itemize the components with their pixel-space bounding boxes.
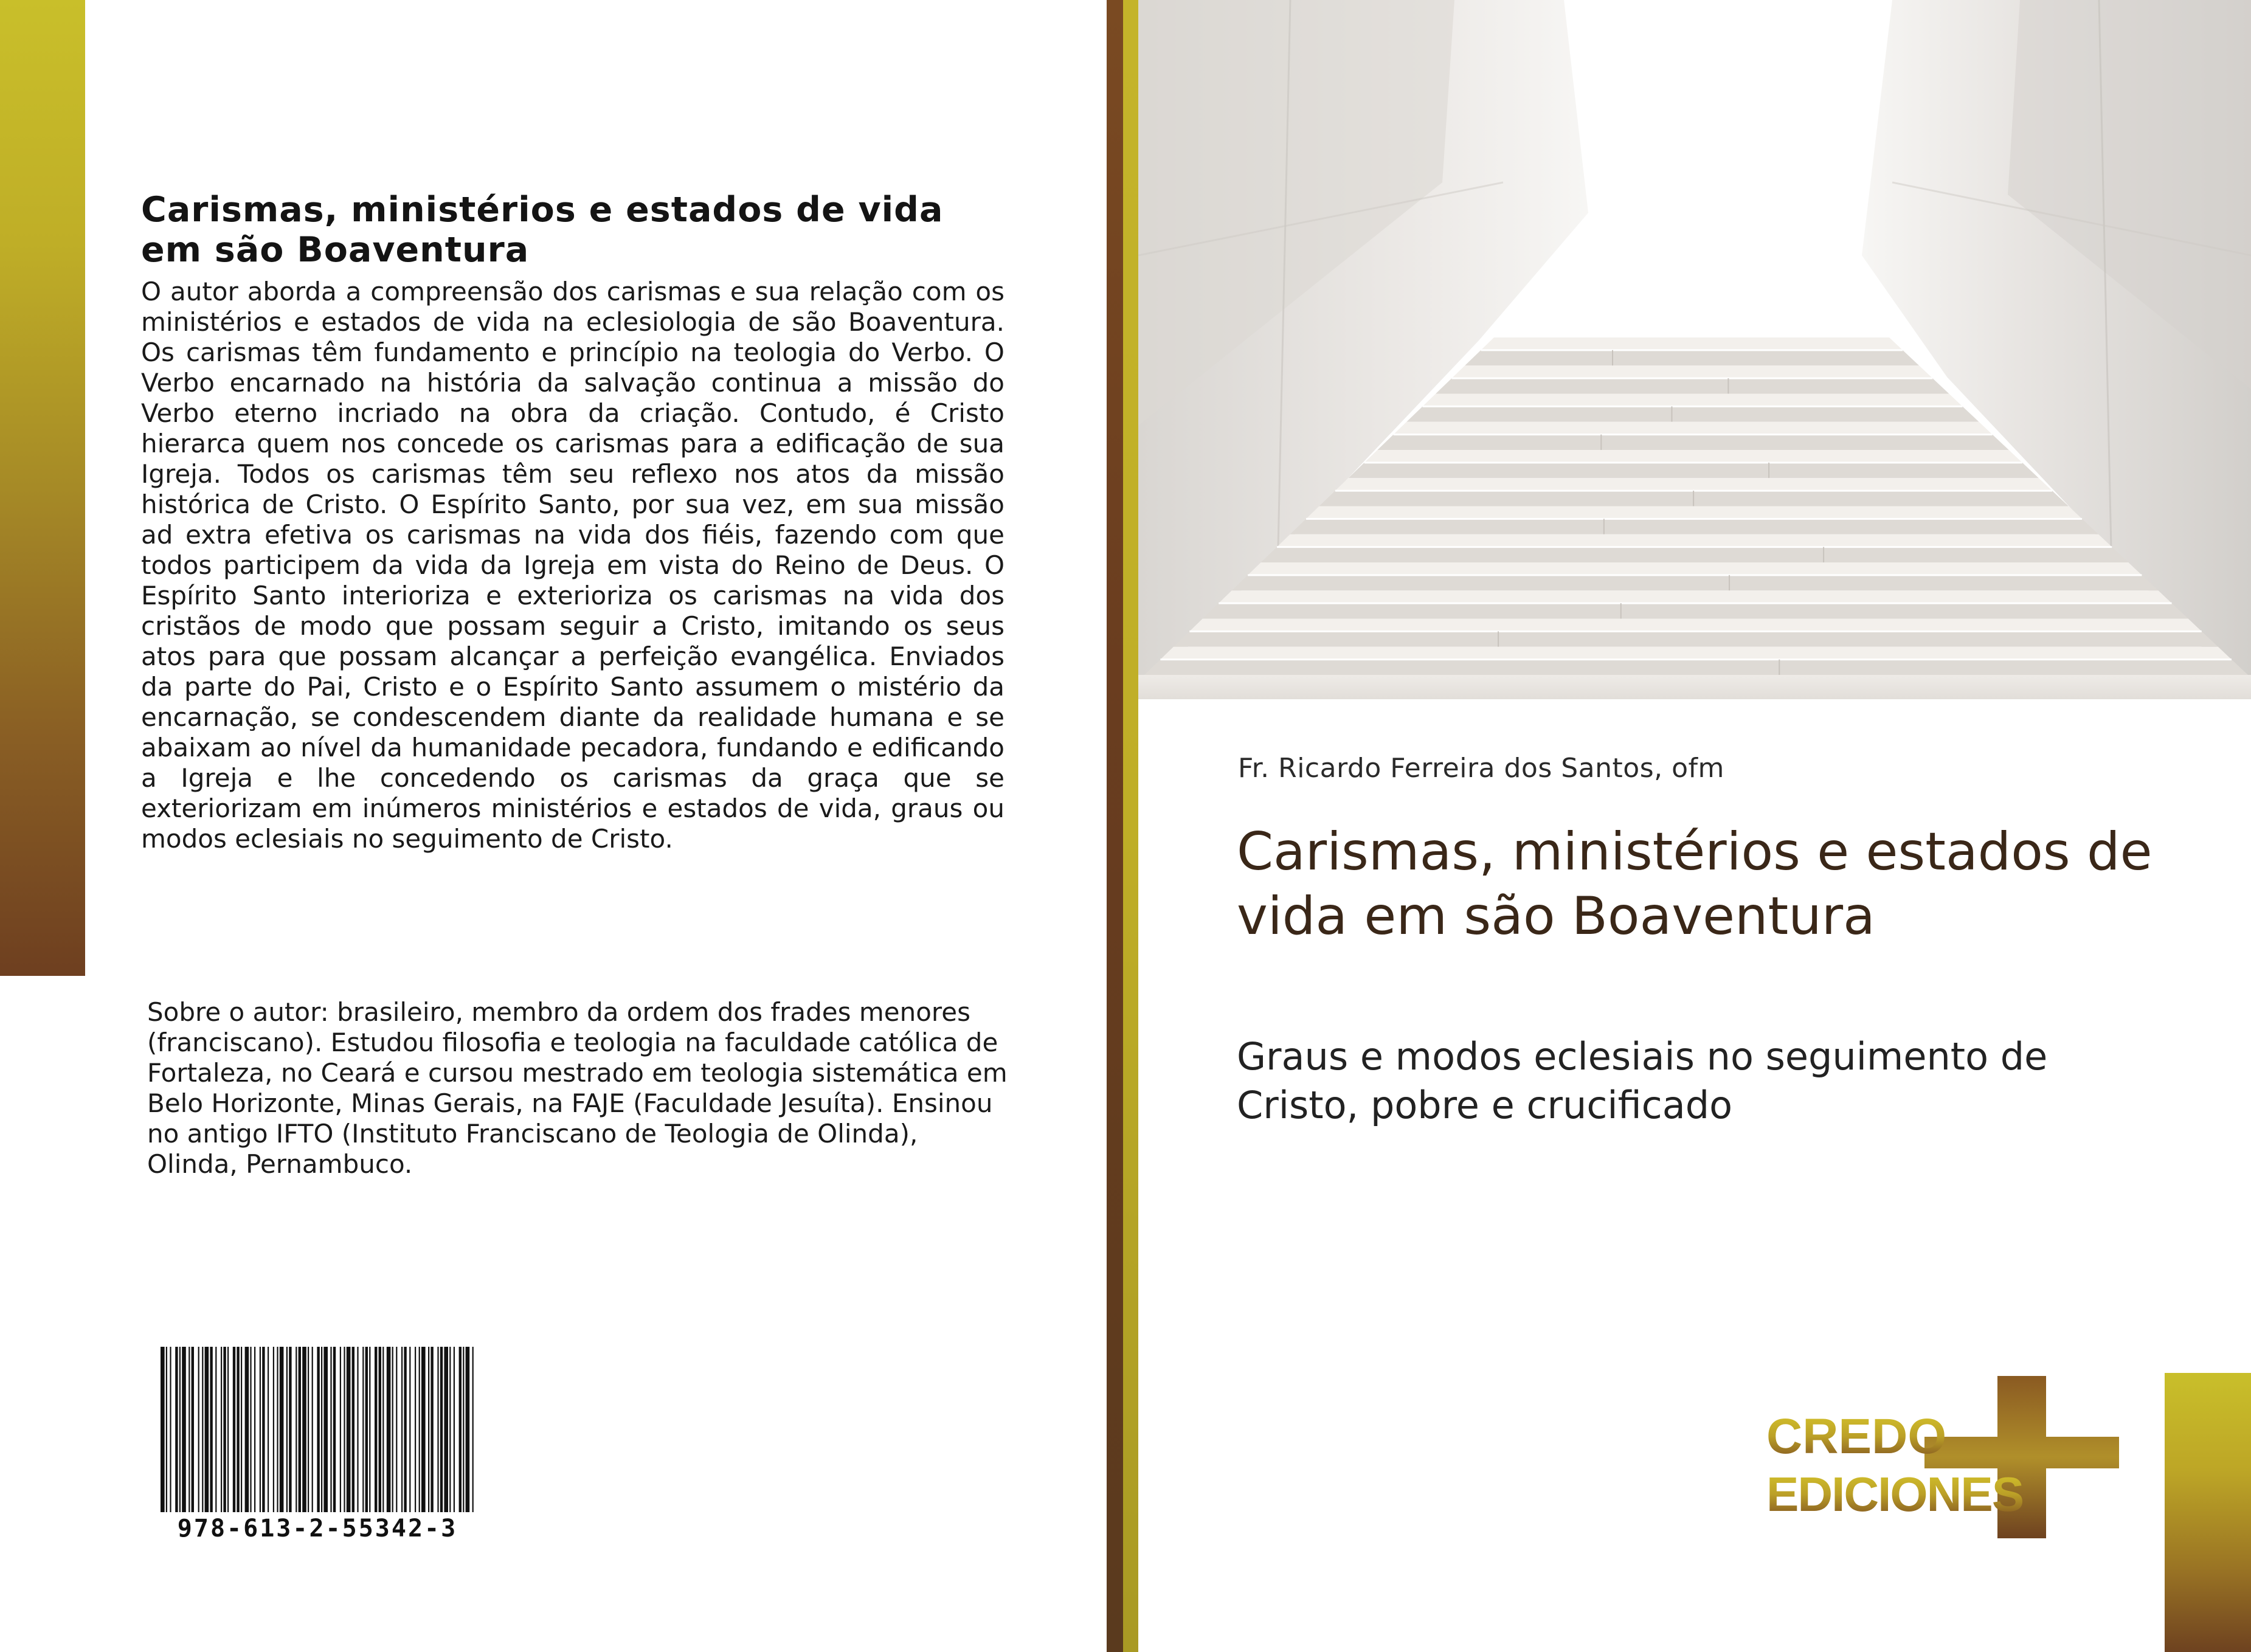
logo-text-ediciones: EDICIONES	[1766, 1467, 2024, 1521]
barcode-bars	[159, 1347, 475, 1512]
isbn-number: 978-613-2-55342-3	[177, 1515, 458, 1543]
book-spine	[1114, 0, 1138, 1652]
logo-text-credo: CREDO	[1766, 1409, 1947, 1464]
back-cover-side-bar	[0, 0, 85, 976]
back-cover-title: Carismas, ministérios e estados de vida em são Boaventura	[141, 190, 944, 270]
about-author-text: Sobre o autor: brasileiro, membro da ordem dos frades menores (franciscano). Estudou filosofia e teologia na faculdade católica de Fortaleza, no Ceará e cursou mestrado em teologia sistemática em Belo Horizonte, Minas Gerais, na FAJE (Faculdade Jesuíta). Ensinou no antigo IFTO (Instituto Franciscano de Teologia de Olinda), Olinda, Pernambuco.	[147, 997, 1008, 1179]
spine-dark-strip	[1107, 0, 1123, 1652]
front-cover-corner-bar	[2165, 1373, 2251, 1652]
credo-ediciones-logo	[1760, 1365, 2125, 1547]
front-subtitle: Graus e modos eclesiais no seguimento de Cristo, pobre e crucificado	[1237, 1034, 2048, 1127]
front-author-name: Fr. Ricardo Ferreira dos Santos, ofm	[1238, 753, 1724, 784]
front-title: Carismas, ministérios e estados de vida em são Boaventura	[1237, 821, 2152, 947]
cover-photo-marble-staircase	[1138, 0, 2251, 699]
isbn-barcode	[159, 1347, 475, 1547]
back-cover-synopsis: O autor aborda a compreensão dos carismas e sua relação com os ministérios e estados de vida na eclesiologia de são Boaventura. Os carismas têm fundamento e princípio na teologia do Verbo. O Verbo encarnado na história da salvação continua a missão do Verbo eterno incriado na obra da criação. Contudo, é Cristo hierarca quem nos concede os carismas para a edificação de sua Igreja. Todos os carismas têm seu reflexo nos atos da missão histórica de Cristo. O Espírito Santo, por sua vez, em sua missão ad extra efetiva os carismas na vida dos fiéis, fazendo com que todos participem da vida da Igreja em vista do Reino de Deus. O Espírito Santo interioriza e exterioriza os carismas na vida dos cristãos de modo que possam seguir a Cristo, imitando os seus atos para que possam alcançar a perfeição evangélica. Enviados da parte do Pai, Cristo e o Espírito Santo assumem o mistério da encarnação, se condescendem diante da realidade humana e se abaixam ao nível da humanidade pecadora, fundando e edificando a Igreja e lhe concedendo os carismas da graça que se exteriorizam em inúmeros ministérios e estados de vida, graus ou modos eclesiais no seguimento de Cristo.	[141, 277, 1004, 854]
spine-gold-strip	[1123, 0, 1138, 1652]
